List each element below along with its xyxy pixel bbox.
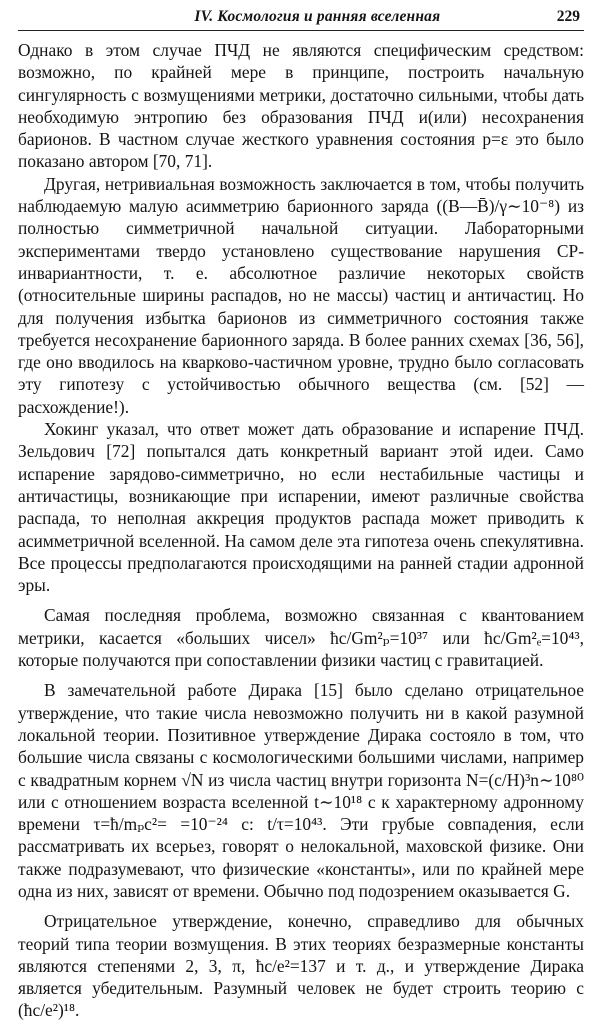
chapter-title: IV. Космология и ранняя вселенная xyxy=(194,8,441,25)
paragraph-2: Другая, нетривиальная возможность заключается в том, чтобы получить наблюдаемую малую асимметрию барионного заряда ((B—B̄)/γ∼10⁻⁸) из полностью симметричной начальной ситуации. Лабораторными экспериментами твердо установлено существование нарушения CP-инвариантности, т. е. абсолютное различие некоторых свойств (относительные ширины распадов, но не массы) частиц и античастиц. Но для получения избытка барионов из симметричного состояния также требуется несохранение барионного заряда. В более ранних схемах [36, 56], где оно вводилось на кварково-частичном уровне, трудно было согласовать эту гипотезу с устойчивостью обычного вещества (см. [52] — расхождение!). xyxy=(18,173,584,417)
book-page xyxy=(18,8,584,1022)
running-head xyxy=(18,8,584,31)
page-number: 229 xyxy=(556,8,580,25)
page-body xyxy=(18,39,584,1022)
paragraph-6: Отрицательное утверждение, конечно, справедливо для обычных теорий типа теории возмущения. В этих теориях безразмерные константы являются степенями 2, 3, π, ħc/e²=137 и т. д., и утверждение Дирака является убедительным. Разумный человек не будет строить теорию с (ħc/e²)¹⁸. xyxy=(18,911,584,1021)
paragraph-3: Хокинг указал, что ответ может дать образование и испарение ПЧД. Зельдович [72] попытался дать конкретный вариант этой идеи. Само испарение зарядово-симметрично, но если нестабильные частицы и античастицы, возникающие при испарении, имеют различные свойства распада, то неполная аккреция продуктов распада может приводить к асимметричной вселенной. На самом деле эта гипотеза очень спекулятивна. Все процессы предполагаются происходящими на ранней стадии адронной эры. xyxy=(18,419,584,596)
paragraph-5: В замечательной работе Дирака [15] было сделано отрицательное утверждение, что такие числа невозможно получить ни в какой разумной локальной теории. Позитивное утверждение Дирака состояло в том, что большие числа связаны с космологическими большими числами, например с квадратным корнем √N из числа частиц внутри горизонта N=(c/H)³n∼10⁸⁰ или с отношением возраста вселенной t∼10¹⁸ с к характерному адронному времени τ=ħ/mₚc²= =10⁻²⁴ с: t/τ=10⁴³. Эти грубые совпадения, если рассматривать их всерьез, говорят о нелокальной, маховской физике. Они также подразумевают, что физические «константы», или по крайней мере одна из них, зависят от времени. Обычно под подозрением оказывается G. xyxy=(18,680,584,901)
paragraph-4: Самая последняя проблема, возможно связанная с квантованием метрики, касается «больших чисел» ħc/Gm²ₚ=10³⁷ или ħc/Gm²ₑ=10⁴³, которые получаются при сопоставлении физики частиц с гравитацией. xyxy=(18,605,584,671)
paragraph-1: Однако в этом случае ПЧД не являются специфическим средством: возможно, по крайней мере в принципе, построить начальную сингулярность с возмущениями метрики, достаточно сильными, чтобы дать необходимую энтропию без образования ПЧД и(или) несохранения барионов. В частном случае жесткого уравнения состояния p=ε это было показано автором [70, 71]. xyxy=(18,40,584,172)
